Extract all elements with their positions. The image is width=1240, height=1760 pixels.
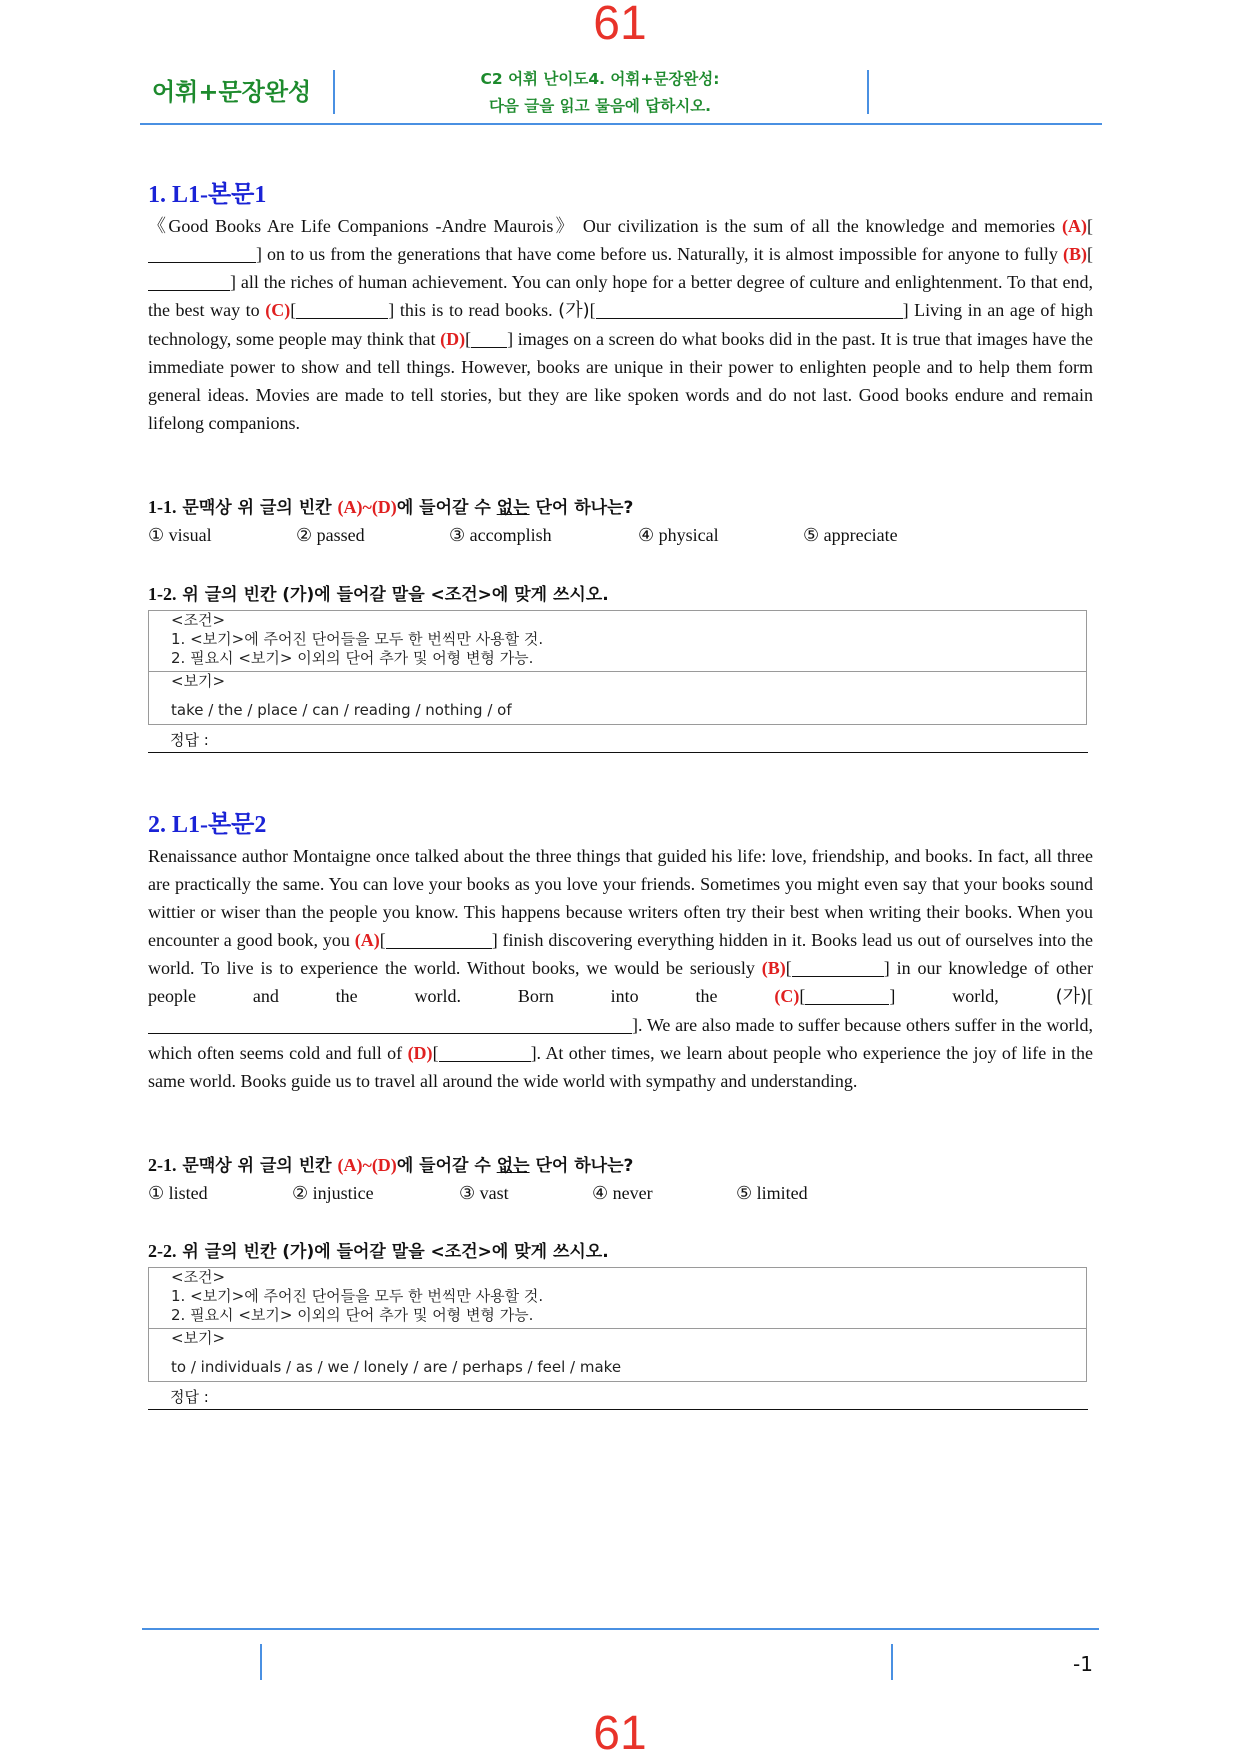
choice-option[interactable]: ③ vast: [459, 1183, 509, 1203]
header-divider-right: [867, 70, 869, 114]
blank-ga: [148, 1016, 632, 1034]
blank-label-d: (D): [407, 1043, 433, 1063]
answer-line[interactable]: [148, 729, 1088, 753]
bogi-words: to / individuals / as / we / lonely / are / perhaps / feel / make: [171, 1358, 622, 1376]
question-title: 1-2. 위 글의 빈칸 (가)에 들어갈 말을 <조건>에 맞게 쓰시오.: [148, 584, 609, 605]
question-title: 1-1. 문맥상 위 글의 빈칸 (A)~(D)에 들어갈 수 없는 단어 하나는?: [148, 497, 634, 518]
header-desc-line2: 다음 글을 읽고 물음에 답하시오.: [488, 97, 712, 115]
choice-option[interactable]: ⑤ limited: [736, 1183, 808, 1203]
blank-label-c: (C): [774, 986, 800, 1006]
section-title: 2. L1-본문2: [148, 812, 267, 838]
page-number-bottom: 61: [593, 1707, 647, 1760]
page-number-top: 61: [593, 0, 647, 50]
condition-item: 1. <보기>에 주어진 단어들을 모두 한 번씩만 사용할 것.: [171, 1287, 544, 1305]
passage: 《Good Books Are Life Companions -Andre Maurois》 Our civilization is the sum of all the knowledge and memories (A)[] on to us from the generations that have come before us. Naturally, it is almost impossible for anyone to fully (B)[] all the riches of human achievement. You can only hope for a better degree of culture and enlightenment. To that end, the best way to (C)[ ] this is to read books. (가)[ ] Living in an age of high technology, some people may think that (D)[ ] images on a screen do what books did in the past. It is true that images have the immediate power to show and tell things. However, books are unique in their power to enlighten people and to help them form general ideas. Movies are made to tell stories, but they are like spoken words and do not last. Good books endure and remain lifelong companions.: [148, 216, 1093, 433]
bogi-section: [149, 1329, 1086, 1381]
bogi-title: <보기>: [171, 672, 226, 690]
condition-item: 2. 필요시 <보기> 이외의 단어 추가 및 어형 변형 가능.: [171, 649, 534, 667]
section-title: 1. L1-본문1: [148, 182, 267, 208]
blank-label-ga: (가): [1055, 986, 1087, 1007]
answer-label: 정답 :: [170, 1388, 209, 1406]
blank-label-c: (C): [265, 300, 291, 320]
choice-option[interactable]: ① visual: [148, 525, 212, 545]
blank-c: [805, 987, 889, 1005]
passage: Renaissance author Montaigne once talked about the three things that guided his life: love, friendship, and books. In fact, all three are practically the same. You can love your books as you love your friends. Sometimes you might even say that your books sound wittier or wiser than the people you know. This happens because writers often try their best when writing their books. When you encounter a good book, you (A)[ ] finish discovering everything hidden in it. Books lead us out of ourselves into the world. To live is to experience the world. Without books, we would be seriously (B)[ ] in our knowledge of other people and the world. Born into the (C)[ ] world, (가)[]. We are also made to suffer because others suffer in the world, which often seems cold and full of (D)[ ]. At other times, we learn about people who experience the joy of life in the same world. Books guide us to travel all around the wide world with sympathy and understanding.: [148, 846, 1093, 1091]
choice-option[interactable]: ⑤ appreciate: [803, 525, 898, 545]
answer-line[interactable]: [148, 1386, 1088, 1410]
blank-label-ga: (가): [558, 300, 590, 321]
condition-section: [149, 611, 1086, 672]
blank-d: [471, 330, 507, 348]
header-category: 어휘+문장완성: [152, 78, 312, 106]
choice-option[interactable]: ④ never: [592, 1183, 653, 1203]
condition-title: <조건>: [171, 1268, 226, 1286]
condition-item: 2. 필요시 <보기> 이외의 단어 추가 및 어형 변형 가능.: [171, 1306, 534, 1324]
blank-b: [148, 273, 230, 291]
header-rule: [140, 123, 1102, 125]
blank-label-b: (B): [761, 958, 786, 978]
bogi-section: [149, 672, 1086, 724]
blank-a: [386, 931, 492, 949]
condition-box: [148, 610, 1087, 725]
choice-option[interactable]: ④ physical: [638, 525, 719, 545]
blank-d: [439, 1044, 531, 1062]
bogi-words: take / the / place / can / reading / nothing / of: [171, 701, 512, 719]
choice-option[interactable]: ③ accomplish: [449, 525, 552, 545]
blank-label-a: (A): [1062, 216, 1087, 236]
header-divider-left: [333, 70, 335, 114]
condition-box: [148, 1267, 1087, 1382]
condition-title: <조건>: [171, 611, 226, 629]
choice-option[interactable]: ② passed: [296, 525, 365, 545]
blank-b: [792, 959, 884, 977]
choice-option[interactable]: ① listed: [148, 1183, 208, 1203]
blank-a: [148, 245, 256, 263]
choice-option[interactable]: ② injustice: [292, 1183, 374, 1203]
condition-section: [149, 1268, 1086, 1329]
blank-ga: [596, 301, 903, 319]
footer-rule: [142, 1628, 1099, 1630]
header-description: [440, 66, 760, 120]
footer-divider-right: [891, 1644, 893, 1680]
blank-label-d: (D): [440, 329, 466, 349]
question-title: 2-1. 문맥상 위 글의 빈칸 (A)~(D)에 들어갈 수 없는 단어 하나는?: [148, 1155, 634, 1176]
footer-divider-left: [260, 1644, 262, 1680]
blank-label-b: (B): [1063, 244, 1087, 264]
bogi-title: <보기>: [171, 1329, 226, 1347]
condition-item: 1. <보기>에 주어진 단어들을 모두 한 번씩만 사용할 것.: [171, 630, 544, 648]
question-title: 2-2. 위 글의 빈칸 (가)에 들어갈 말을 <조건>에 맞게 쓰시오.: [148, 1241, 609, 1262]
answer-label: 정답 :: [170, 731, 209, 749]
blank-label-a: (A): [354, 930, 380, 950]
footer-page-marker: -1: [1073, 1652, 1093, 1676]
blank-c: [296, 301, 388, 319]
header-desc-line1: C2 어휘 난이도4. 어휘+문장완성:: [480, 70, 720, 88]
